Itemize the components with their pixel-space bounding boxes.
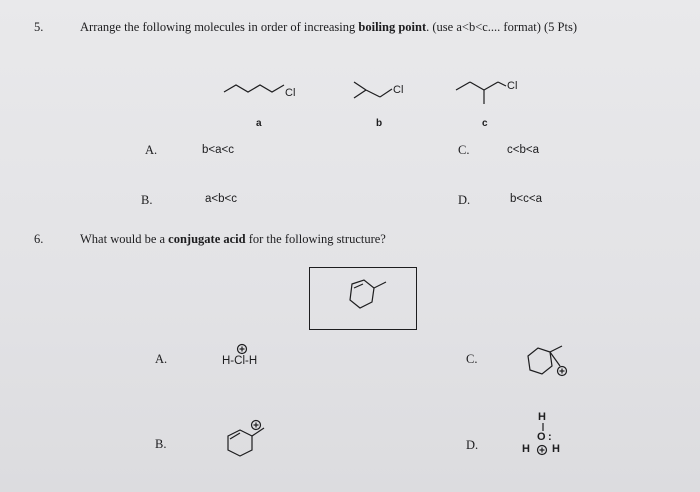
- q6-choice-b-structure[interactable]: [220, 414, 280, 464]
- q5-choice-b-text[interactable]: a<b<c: [205, 193, 237, 205]
- q6-choice-d-lone-pair: :: [548, 431, 552, 443]
- q6-choice-a-charge: [236, 343, 248, 355]
- molecule-a-label: a: [256, 118, 262, 129]
- question-6-number: 6.: [34, 232, 44, 246]
- given-structure-ring: [338, 278, 394, 320]
- q6-choice-c-structure[interactable]: [520, 340, 580, 382]
- q6-choice-d-letter[interactable]: D.: [466, 438, 479, 452]
- q5-choice-a-letter[interactable]: A.: [145, 143, 158, 157]
- q6-choice-d-oxygen: O: [537, 431, 546, 443]
- question-5-prompt: Arrange the following molecules in order of increasing boiling point. (use a<b<c.... format) (5 Pts): [80, 20, 578, 34]
- q5-choice-b-letter[interactable]: B.: [141, 193, 153, 207]
- question-6-prompt: What would be a conjugate acid for the following structure?: [80, 232, 386, 246]
- q5-choice-c-text[interactable]: c<b<a: [507, 144, 539, 156]
- q6-choice-c-letter[interactable]: C.: [466, 352, 478, 366]
- molecule-c-label: c: [482, 118, 488, 129]
- q6-choice-d-left-h: H: [522, 443, 530, 455]
- molecule-a-chlorine: Cl: [285, 87, 296, 99]
- molecule-b-label: b: [376, 118, 383, 129]
- q5-choice-d-text[interactable]: b<c<a: [510, 193, 542, 205]
- molecule-c-chlorine: Cl: [507, 80, 518, 92]
- molecule-a-structure: [222, 76, 312, 106]
- molecule-c-structure: [452, 74, 532, 108]
- q6-choice-d-right-h: H: [552, 443, 560, 455]
- q5-choice-a-text[interactable]: b<a<c: [202, 144, 234, 156]
- molecule-b-chlorine: Cl: [393, 84, 404, 96]
- given-structure-box: [309, 267, 417, 330]
- q5-choice-d-letter[interactable]: D.: [458, 193, 471, 207]
- q6-choice-d-charge: [536, 444, 548, 456]
- molecule-b-structure: [350, 76, 420, 106]
- q5-choice-c-letter[interactable]: C.: [458, 143, 470, 157]
- q6-choice-b-letter[interactable]: B.: [155, 437, 167, 451]
- q6-choice-a-formula[interactable]: H-Cl-H: [222, 355, 258, 367]
- q6-choice-a-letter[interactable]: A.: [155, 352, 168, 366]
- q6-choice-d-top-h: H: [538, 411, 546, 423]
- question-5-number: 5.: [34, 20, 44, 34]
